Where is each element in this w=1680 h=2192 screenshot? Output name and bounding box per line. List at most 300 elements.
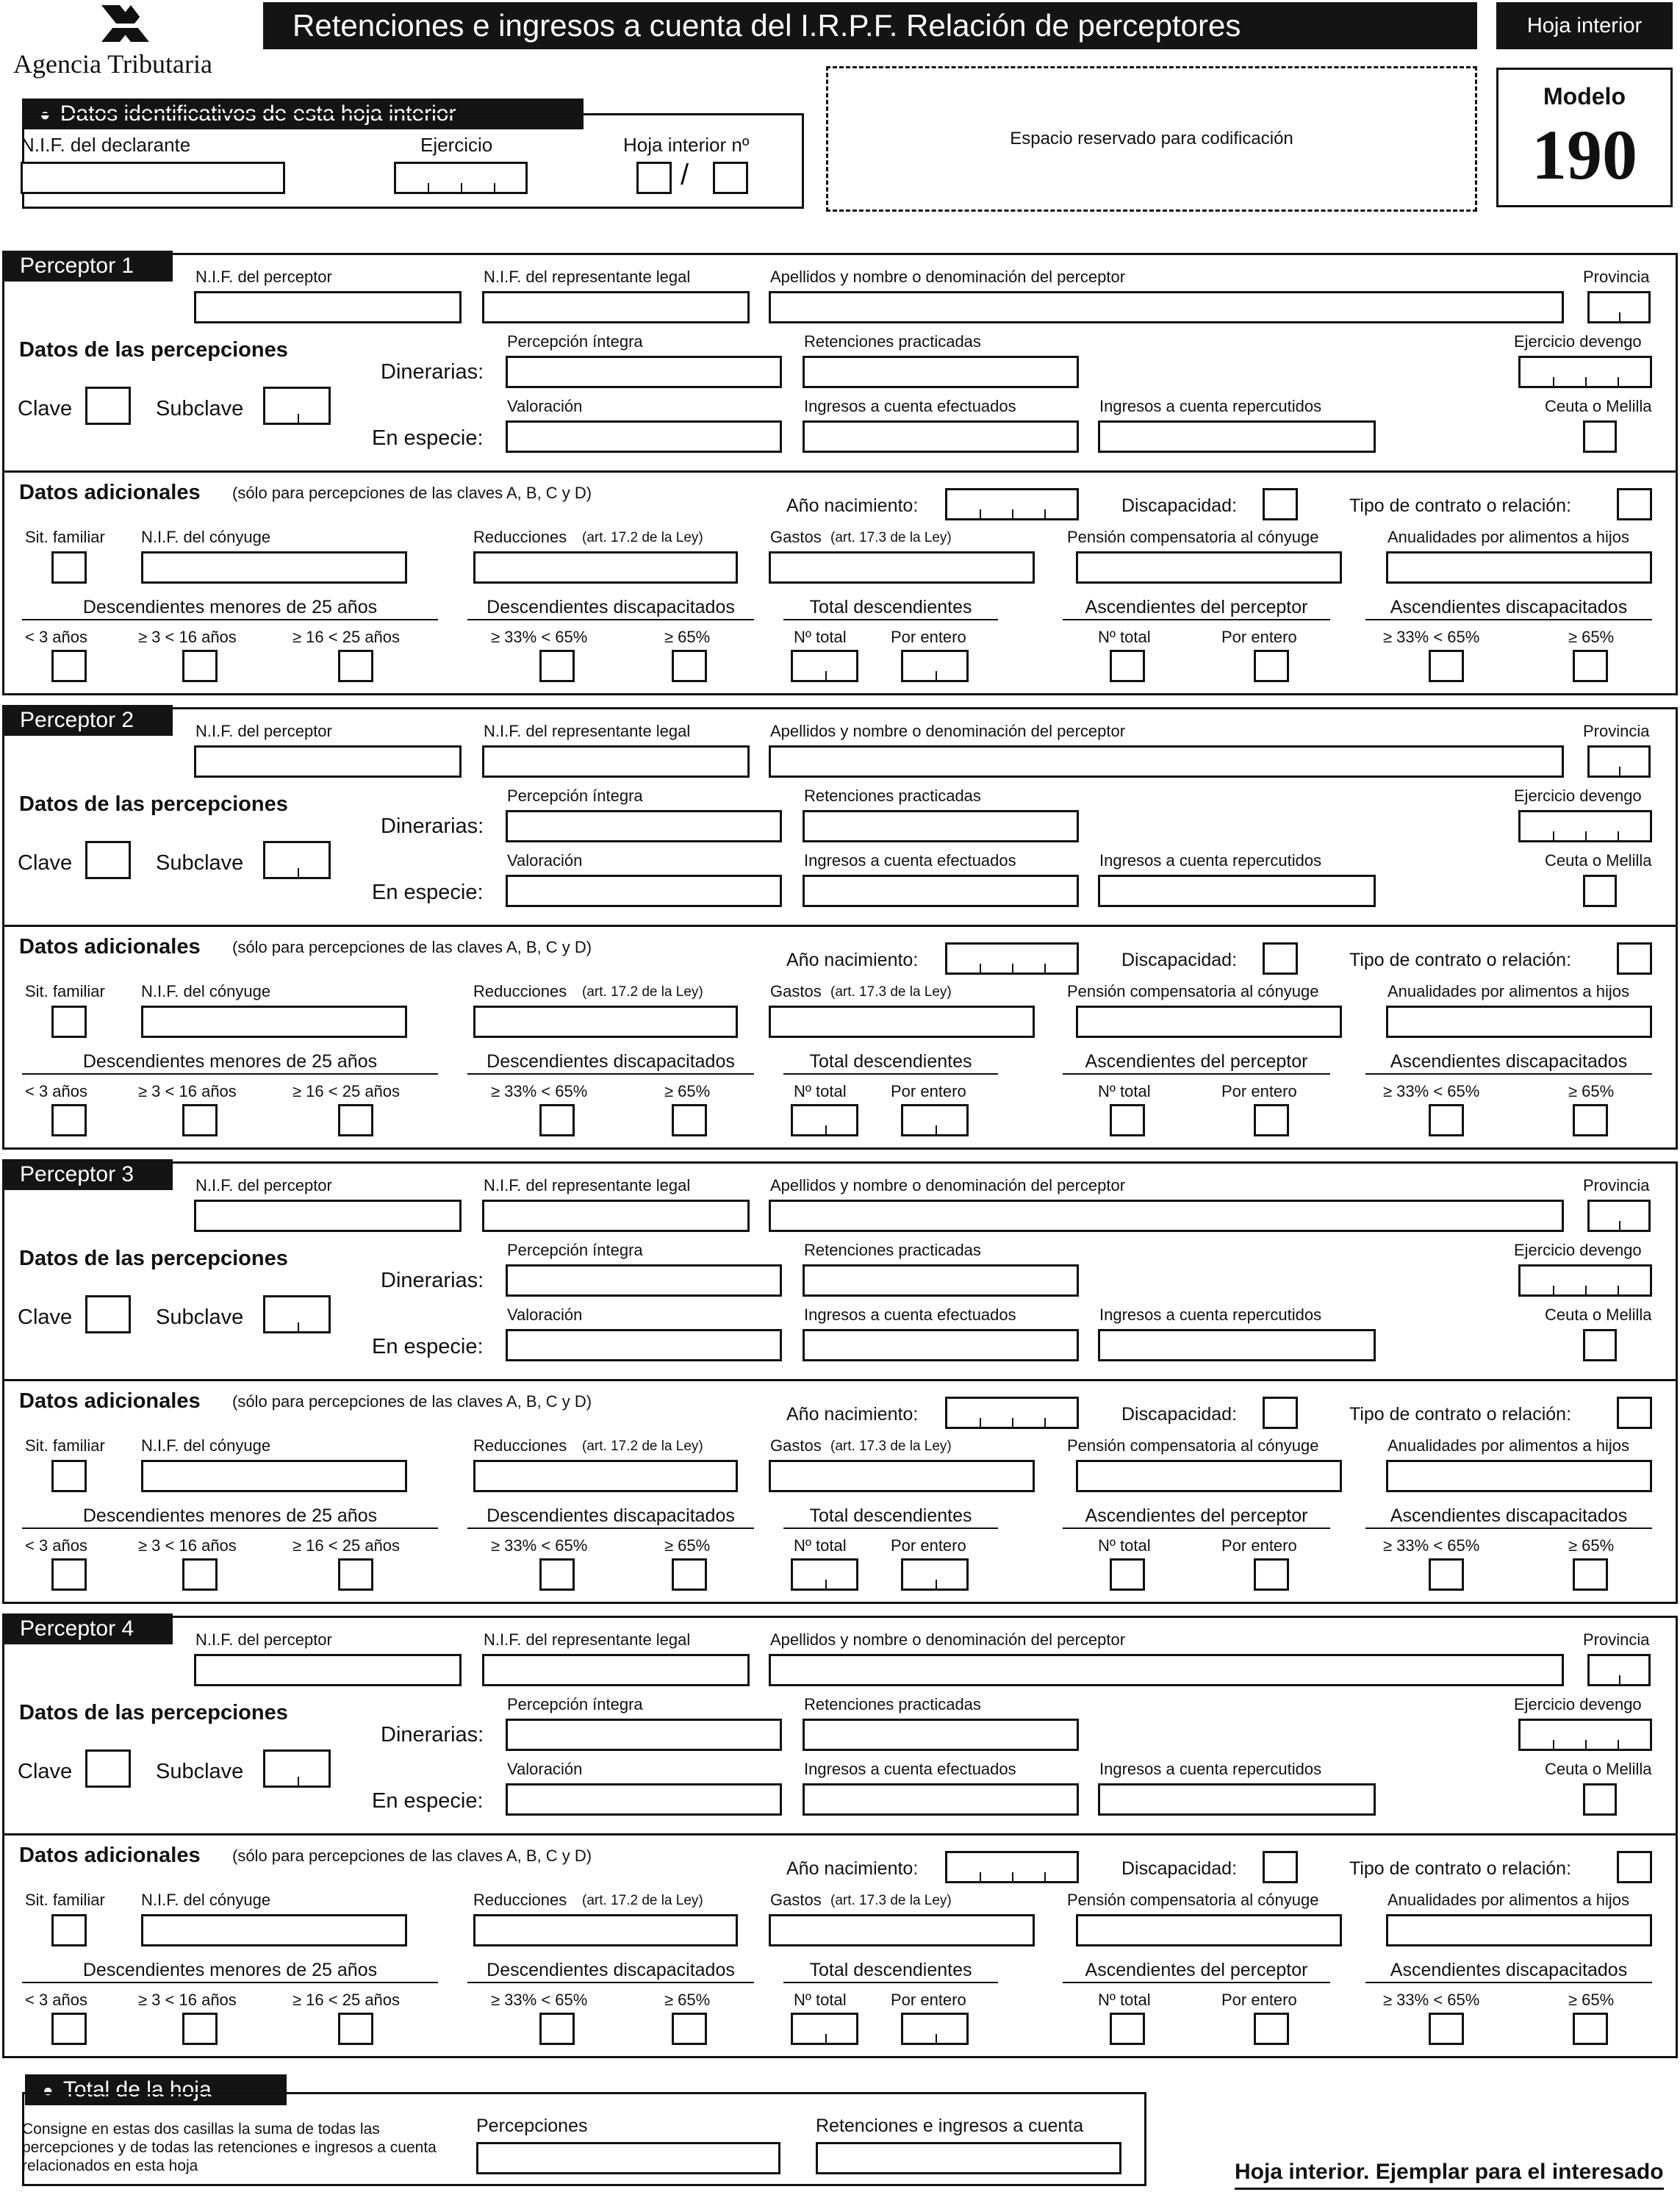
gastos-note: (art. 17.3 de la Ley) bbox=[830, 530, 952, 545]
perceptor-divider-2 bbox=[2, 925, 1678, 927]
ejercicio-devengo-input[interactable] bbox=[1518, 810, 1652, 842]
asc-ge33lt65-input[interactable] bbox=[1429, 1558, 1464, 1591]
datos-adicionales-note: (sólo para percepciones de las claves A, B, C y D) bbox=[232, 484, 592, 502]
perceptor-divider-3 bbox=[2, 1379, 1678, 1381]
asc-perceptor-heading: Ascendientes del perceptor bbox=[1063, 1053, 1330, 1075]
ge3lt16-input[interactable] bbox=[182, 2013, 218, 2045]
asc-perceptor-heading: Ascendientes del perceptor bbox=[1063, 1507, 1330, 1529]
asc-ge33lt65-label: ≥ 33% < 65% bbox=[1383, 1991, 1480, 2009]
clave-input[interactable] bbox=[85, 1749, 131, 1788]
apellidos-label: Apellidos y nombre o denominación del perceptor bbox=[770, 1630, 1126, 1649]
ceuta-melilla-checkbox[interactable] bbox=[1583, 1783, 1617, 1816]
discapacidad-input[interactable] bbox=[1263, 1851, 1298, 1883]
ingresos-repercutidos-input[interactable] bbox=[1098, 875, 1376, 907]
desc-ge33lt65-input[interactable] bbox=[539, 1104, 575, 1136]
sit-familiar-input[interactable] bbox=[51, 1914, 87, 1946]
asc-ge33lt65-input[interactable] bbox=[1429, 1104, 1464, 1136]
reserved-coding-area bbox=[826, 66, 1477, 212]
datos-adicionales-heading: Datos adicionales bbox=[19, 1389, 201, 1413]
percepcion-integra-label: Percepción íntegra bbox=[507, 332, 643, 351]
lt3-label: < 3 años bbox=[25, 628, 88, 646]
totals-instructions: Consigne en estas dos casillas la suma de todas las percepciones y de todas las retenciones e ingresos a cuenta relacionados en esta hoja bbox=[22, 2121, 437, 2174]
asc-perceptor-heading: Ascendientes del perceptor bbox=[1063, 598, 1330, 620]
percepcion-integra-input[interactable] bbox=[506, 810, 782, 842]
nif-representante-input[interactable] bbox=[482, 1654, 750, 1686]
anualidades-input[interactable] bbox=[1386, 1460, 1652, 1492]
anualidades-label: Anualidades por alimentos a hijos bbox=[1388, 1436, 1629, 1455]
discapacidad-label: Discapacidad: bbox=[1121, 1858, 1238, 1879]
model-number: 190 bbox=[1532, 115, 1637, 194]
desc-porentero-input[interactable] bbox=[901, 1558, 969, 1591]
asc-discap-heading: Ascendientes discapacitados bbox=[1365, 1961, 1652, 1983]
gastos-note: (art. 17.3 de la Ley) bbox=[830, 1439, 952, 1454]
model-label: Modelo bbox=[1543, 83, 1626, 110]
nif-conyuge-input[interactable] bbox=[141, 1006, 407, 1038]
reserved-coding-label: Espacio reservado para codificación bbox=[1010, 129, 1293, 148]
ingresos-efectuados-input[interactable] bbox=[803, 875, 1079, 907]
asc-porentero-input[interactable] bbox=[1254, 1104, 1289, 1136]
asc-ge33lt65-input[interactable] bbox=[1429, 650, 1464, 682]
provincia-label: Provincia bbox=[1583, 1176, 1650, 1195]
reducciones-input[interactable] bbox=[473, 551, 738, 584]
provincia-input[interactable] bbox=[1587, 1654, 1651, 1686]
datos-adicionales-heading: Datos adicionales bbox=[19, 935, 201, 959]
desc-discap-heading: Descendientes discapacitados bbox=[467, 1053, 754, 1075]
ceuta-melilla-label: Ceuta o Melilla bbox=[1545, 851, 1652, 870]
nif-perceptor-input[interactable] bbox=[194, 1200, 462, 1232]
desc-ge33lt65-input[interactable] bbox=[539, 2013, 575, 2045]
nif-perceptor-label: N.I.F. del perceptor bbox=[195, 1630, 332, 1649]
subclave-input[interactable] bbox=[263, 1295, 331, 1333]
asc-porentero-label: Por entero bbox=[1221, 1082, 1297, 1100]
ano-nacimiento-input[interactable] bbox=[945, 488, 1079, 520]
ano-nacimiento-label: Año nacimiento: bbox=[786, 950, 919, 970]
ingresos-repercutidos-input[interactable] bbox=[1098, 1329, 1376, 1361]
asc-porentero-input[interactable] bbox=[1254, 1558, 1289, 1591]
nif-conyuge-input[interactable] bbox=[141, 1460, 407, 1492]
asc-ge65-label: ≥ 65% bbox=[1568, 1536, 1615, 1555]
hoja-separator: / bbox=[681, 159, 689, 191]
desc-porentero-input[interactable] bbox=[901, 2013, 969, 2045]
desc-ge65-input[interactable] bbox=[672, 1104, 707, 1136]
ge3lt16-input[interactable] bbox=[182, 650, 218, 682]
nif-perceptor-label: N.I.F. del perceptor bbox=[195, 268, 332, 286]
asc-discap-heading: Ascendientes discapacitados bbox=[1365, 1053, 1652, 1075]
nif-conyuge-label: N.I.F. del cónyuge bbox=[141, 528, 271, 546]
ingresos-efectuados-label: Ingresos a cuenta efectuados bbox=[804, 1760, 1016, 1778]
subclave-label: Subclave bbox=[156, 851, 244, 875]
pension-input[interactable] bbox=[1076, 1006, 1342, 1038]
ejercicio-input[interactable] bbox=[394, 162, 528, 194]
desc-porentero-label: Por entero bbox=[891, 1082, 966, 1100]
tipo-contrato-label: Tipo de contrato o relación: bbox=[1349, 950, 1572, 970]
asc-porentero-input[interactable] bbox=[1254, 650, 1289, 682]
provincia-input[interactable] bbox=[1587, 1200, 1651, 1232]
clave-input[interactable] bbox=[85, 387, 131, 425]
ingresos-efectuados-input[interactable] bbox=[803, 1783, 1079, 1816]
desc-ntotal-label: Nº total bbox=[794, 628, 847, 646]
ingresos-efectuados-label: Ingresos a cuenta efectuados bbox=[804, 1305, 1016, 1324]
asc-perceptor-heading: Ascendientes del perceptor bbox=[1063, 1961, 1330, 1983]
desc-porentero-input[interactable] bbox=[901, 650, 969, 682]
percepcion-integra-label: Percepción íntegra bbox=[507, 787, 643, 805]
reducciones-label: Reducciones bbox=[473, 982, 567, 1000]
en-especie-label: En especie: bbox=[372, 881, 484, 904]
retenciones-input[interactable] bbox=[803, 810, 1079, 842]
ejercicio-devengo-label: Ejercicio devengo bbox=[1514, 332, 1642, 351]
discapacidad-label: Discapacidad: bbox=[1121, 495, 1238, 516]
subclave-label: Subclave bbox=[156, 1760, 244, 1783]
apellidos-label: Apellidos y nombre o denominación del perceptor bbox=[770, 1176, 1126, 1195]
asc-porentero-input[interactable] bbox=[1254, 2013, 1289, 2045]
desc-menores-heading: Descendientes menores de 25 años bbox=[22, 1507, 438, 1529]
gastos-input[interactable] bbox=[769, 1460, 1035, 1492]
discapacidad-input[interactable] bbox=[1263, 942, 1298, 975]
ge3lt16-label: ≥ 3 < 16 años bbox=[138, 1082, 237, 1100]
asc-ge65-label: ≥ 65% bbox=[1568, 1991, 1615, 2009]
apellidos-input[interactable] bbox=[769, 745, 1564, 778]
desc-ntotal-input[interactable] bbox=[791, 2013, 858, 2045]
asc-ntotal-input[interactable] bbox=[1110, 1104, 1145, 1136]
percepcion-integra-input[interactable] bbox=[506, 356, 782, 388]
desc-ge33lt65-label: ≥ 33% < 65% bbox=[491, 1536, 588, 1555]
sit-familiar-input[interactable] bbox=[51, 1460, 87, 1492]
desc-discap-heading: Descendientes discapacitados bbox=[467, 598, 754, 620]
percepcion-integra-input[interactable] bbox=[506, 1719, 782, 1751]
lt3-input[interactable] bbox=[51, 2013, 87, 2045]
tipo-contrato-label: Tipo de contrato o relación: bbox=[1349, 1404, 1572, 1425]
desc-porentero-input[interactable] bbox=[901, 1104, 969, 1136]
lt3-input[interactable] bbox=[51, 650, 87, 682]
ejercicio-devengo-input[interactable] bbox=[1518, 1264, 1652, 1297]
agency-logo bbox=[13, 1, 248, 81]
anualidades-label: Anualidades por alimentos a hijos bbox=[1388, 982, 1629, 1000]
asc-discap-heading: Ascendientes discapacitados bbox=[1365, 598, 1652, 620]
tipo-contrato-label: Tipo de contrato o relación: bbox=[1349, 495, 1572, 516]
retenciones-input[interactable] bbox=[803, 1719, 1079, 1751]
clave-label: Clave bbox=[18, 851, 73, 875]
ingresos-efectuados-label: Ingresos a cuenta efectuados bbox=[804, 851, 1016, 870]
agency-emblem-icon bbox=[87, 1, 175, 46]
ingresos-repercutidos-label: Ingresos a cuenta repercutidos bbox=[1099, 851, 1322, 870]
clave-input[interactable] bbox=[85, 841, 131, 879]
totals-title: Total de la hoja bbox=[62, 2077, 212, 2102]
datos-adicionales-note: (sólo para percepciones de las claves A, B, C y D) bbox=[232, 938, 592, 956]
gastos-input[interactable] bbox=[769, 1914, 1035, 1946]
perceptor-tab-1: Perceptor 1 bbox=[2, 251, 173, 282]
ge3lt16-label: ≥ 3 < 16 años bbox=[138, 628, 237, 646]
retenciones-label: Retenciones practicadas bbox=[804, 1695, 981, 1713]
sit-familiar-input[interactable] bbox=[51, 551, 87, 584]
pension-label: Pensión compensatoria al cónyuge bbox=[1067, 1891, 1319, 1909]
totals-retenciones-input[interactable] bbox=[816, 2142, 1121, 2174]
discapacidad-input[interactable] bbox=[1263, 488, 1298, 520]
ejercicio-devengo-label: Ejercicio devengo bbox=[1514, 787, 1642, 805]
ingresos-efectuados-input[interactable] bbox=[803, 1329, 1079, 1361]
desc-ge65-label: ≥ 65% bbox=[664, 628, 711, 646]
ge3lt16-label: ≥ 3 < 16 años bbox=[138, 1991, 237, 2009]
ingresos-repercutidos-label: Ingresos a cuenta repercutidos bbox=[1099, 1305, 1322, 1324]
asc-ntotal-input[interactable] bbox=[1110, 650, 1145, 682]
percepcion-integra-input[interactable] bbox=[506, 1264, 782, 1297]
totals-percepciones-label: Percepciones bbox=[476, 2116, 588, 2136]
ge16lt25-input[interactable] bbox=[338, 1104, 373, 1136]
subclave-label: Subclave bbox=[156, 1305, 244, 1329]
gastos-input[interactable] bbox=[769, 551, 1035, 584]
hoja-interior-label: Hoja interior nº bbox=[623, 134, 750, 156]
desc-ge33lt65-label: ≥ 33% < 65% bbox=[491, 1991, 588, 2009]
nif-conyuge-label: N.I.F. del cónyuge bbox=[141, 1891, 271, 1909]
ano-nacimiento-input[interactable] bbox=[945, 1851, 1079, 1883]
asc-discap-heading: Ascendientes discapacitados bbox=[1365, 1507, 1652, 1529]
ceuta-melilla-label: Ceuta o Melilla bbox=[1545, 1760, 1652, 1778]
hoja-numero-input[interactable] bbox=[636, 162, 672, 194]
perceptor-divider-4 bbox=[2, 1833, 1678, 1835]
ge16lt25-label: ≥ 16 < 25 años bbox=[292, 1082, 401, 1100]
ceuta-melilla-checkbox[interactable] bbox=[1583, 1329, 1617, 1361]
tipo-contrato-input[interactable] bbox=[1617, 942, 1652, 975]
asc-ntotal-label: Nº total bbox=[1098, 1082, 1151, 1100]
asc-ntotal-input[interactable] bbox=[1110, 1558, 1145, 1591]
ingresos-repercutidos-input[interactable] bbox=[1098, 1783, 1376, 1816]
en-especie-label: En especie: bbox=[372, 1789, 484, 1813]
discapacidad-input[interactable] bbox=[1263, 1397, 1298, 1429]
apellidos-label: Apellidos y nombre o denominación del perceptor bbox=[770, 268, 1126, 286]
anualidades-input[interactable] bbox=[1386, 551, 1652, 584]
ge16lt25-input[interactable] bbox=[338, 650, 373, 682]
valoracion-label: Valoración bbox=[507, 1305, 583, 1324]
nif-perceptor-input[interactable] bbox=[194, 1654, 462, 1686]
pension-input[interactable] bbox=[1076, 1914, 1342, 1946]
asc-ntotal-label: Nº total bbox=[1098, 1991, 1151, 2009]
dinerarias-label: Dinerarias: bbox=[381, 360, 484, 384]
perceptor-tab-3: Perceptor 3 bbox=[2, 1159, 173, 1190]
valoracion-label: Valoración bbox=[507, 397, 583, 415]
ingresos-efectuados-label: Ingresos a cuenta efectuados bbox=[804, 397, 1016, 415]
lt3-input[interactable] bbox=[51, 1104, 87, 1136]
asc-ge65-input[interactable] bbox=[1573, 1558, 1608, 1591]
lt3-label: < 3 años bbox=[25, 1536, 88, 1555]
tipo-contrato-input[interactable] bbox=[1617, 488, 1652, 520]
form-title: Retenciones e ingresos a cuenta del I.R.P.F. Relación de perceptores bbox=[263, 2, 1477, 49]
datos-percepciones-heading: Datos de las percepciones bbox=[19, 1247, 288, 1270]
nif-perceptor-label: N.I.F. del perceptor bbox=[195, 1176, 332, 1195]
gastos-label: Gastos bbox=[770, 1891, 822, 1909]
apellidos-input[interactable] bbox=[769, 1200, 1564, 1232]
datos-percepciones-heading: Datos de las percepciones bbox=[19, 792, 288, 816]
desc-discap-heading: Descendientes discapacitados bbox=[467, 1507, 754, 1529]
ge3lt16-label: ≥ 3 < 16 años bbox=[138, 1536, 237, 1555]
desc-ge65-input[interactable] bbox=[672, 650, 707, 682]
retenciones-input[interactable] bbox=[803, 356, 1079, 388]
gastos-label: Gastos bbox=[770, 982, 822, 1000]
datos-adicionales-note: (sólo para percepciones de las claves A, B, C y D) bbox=[232, 1392, 592, 1411]
reducciones-note: (art. 17.2 de la Ley) bbox=[582, 1439, 703, 1454]
datos-adicionales-heading: Datos adicionales bbox=[19, 481, 201, 504]
desc-menores-heading: Descendientes menores de 25 años bbox=[22, 1053, 438, 1075]
gastos-note: (art. 17.3 de la Ley) bbox=[830, 1893, 952, 1908]
nif-representante-input[interactable] bbox=[482, 291, 750, 323]
retenciones-input[interactable] bbox=[803, 1264, 1079, 1297]
asc-ge33lt65-label: ≥ 33% < 65% bbox=[1383, 628, 1480, 646]
asc-ge65-label: ≥ 65% bbox=[1568, 628, 1615, 646]
ge16lt25-label: ≥ 16 < 25 años bbox=[292, 1991, 401, 2009]
retenciones-label: Retenciones practicadas bbox=[804, 332, 981, 351]
ingresos-repercutidos-input[interactable] bbox=[1098, 420, 1376, 453]
discapacidad-label: Discapacidad: bbox=[1121, 950, 1238, 970]
ano-nacimiento-label: Año nacimiento: bbox=[786, 1404, 919, 1425]
subclave-input[interactable] bbox=[263, 1749, 331, 1788]
valoracion-input[interactable] bbox=[506, 875, 782, 907]
provincia-label: Provincia bbox=[1583, 722, 1650, 740]
gastos-input[interactable] bbox=[769, 1006, 1035, 1038]
nif-conyuge-input[interactable] bbox=[141, 551, 407, 584]
asc-ge65-input[interactable] bbox=[1573, 2013, 1608, 2045]
asc-ge65-input[interactable] bbox=[1573, 650, 1608, 682]
tipo-contrato-input[interactable] bbox=[1617, 1397, 1652, 1429]
agency-name: Agencia Tributaria bbox=[13, 49, 212, 79]
nif-representante-input[interactable] bbox=[482, 745, 750, 778]
asc-porentero-label: Por entero bbox=[1221, 1991, 1297, 2009]
footer-copy-label: Hoja interior. Ejemplar para el interesado bbox=[1235, 2161, 1664, 2190]
lt3-label: < 3 años bbox=[25, 1082, 88, 1100]
pension-input[interactable] bbox=[1076, 1460, 1342, 1492]
ge16lt25-input[interactable] bbox=[338, 2013, 373, 2045]
ge3lt16-input[interactable] bbox=[182, 1104, 218, 1136]
valoracion-label: Valoración bbox=[507, 851, 583, 870]
asc-ntotal-input[interactable] bbox=[1110, 2013, 1145, 2045]
reducciones-label: Reducciones bbox=[473, 528, 567, 546]
desc-porentero-label: Por entero bbox=[891, 1991, 966, 2009]
valoracion-label: Valoración bbox=[507, 1760, 583, 1778]
desc-menores-heading: Descendientes menores de 25 años bbox=[22, 598, 438, 620]
desc-porentero-label: Por entero bbox=[891, 628, 966, 646]
ingresos-repercutidos-label: Ingresos a cuenta repercutidos bbox=[1099, 1760, 1322, 1778]
desc-ge65-label: ≥ 65% bbox=[664, 1082, 711, 1100]
nif-conyuge-input[interactable] bbox=[141, 1914, 407, 1946]
valoracion-input[interactable] bbox=[506, 1783, 782, 1816]
pension-input[interactable] bbox=[1076, 551, 1342, 584]
ingresos-repercutidos-label: Ingresos a cuenta repercutidos bbox=[1099, 397, 1322, 415]
clave-input[interactable] bbox=[85, 1295, 131, 1333]
asc-ge65-input[interactable] bbox=[1573, 1104, 1608, 1136]
ano-nacimiento-input[interactable] bbox=[945, 942, 1079, 975]
gastos-label: Gastos bbox=[770, 1436, 822, 1455]
desc-ge33lt65-input[interactable] bbox=[539, 650, 575, 682]
clave-label: Clave bbox=[18, 1305, 73, 1329]
desc-ge65-input[interactable] bbox=[672, 1558, 707, 1591]
pension-label: Pensión compensatoria al cónyuge bbox=[1067, 1436, 1319, 1455]
nif-representante-label: N.I.F. del representante legal bbox=[484, 268, 691, 286]
total-desc-heading: Total descendientes bbox=[783, 598, 998, 620]
valoracion-input[interactable] bbox=[506, 420, 782, 453]
en-especie-label: En especie: bbox=[372, 1335, 484, 1358]
reducciones-input[interactable] bbox=[473, 1006, 738, 1038]
apellidos-input[interactable] bbox=[769, 1654, 1564, 1686]
ceuta-melilla-checkbox[interactable] bbox=[1583, 875, 1617, 907]
ge16lt25-input[interactable] bbox=[338, 1558, 373, 1591]
lt3-input[interactable] bbox=[51, 1558, 87, 1591]
apellidos-input[interactable] bbox=[769, 291, 1564, 323]
anualidades-input[interactable] bbox=[1386, 1006, 1652, 1038]
perceptor-tab-4: Perceptor 4 bbox=[2, 1613, 173, 1644]
ano-nacimiento-label: Año nacimiento: bbox=[786, 1858, 919, 1879]
ano-nacimiento-input[interactable] bbox=[945, 1397, 1079, 1429]
datos-adicionales-heading: Datos adicionales bbox=[19, 1844, 201, 1867]
asc-ge33lt65-input[interactable] bbox=[1429, 2013, 1464, 2045]
subclave-input[interactable] bbox=[263, 841, 331, 879]
tipo-contrato-input[interactable] bbox=[1617, 1851, 1652, 1883]
ceuta-melilla-checkbox[interactable] bbox=[1583, 420, 1617, 453]
ingresos-efectuados-input[interactable] bbox=[803, 420, 1079, 453]
perceptor-divider-1 bbox=[2, 470, 1678, 473]
desc-ntotal-label: Nº total bbox=[794, 1991, 847, 2009]
ejercicio-devengo-input[interactable] bbox=[1518, 356, 1652, 388]
ge16lt25-label: ≥ 16 < 25 años bbox=[292, 628, 401, 646]
reducciones-input[interactable] bbox=[473, 1914, 738, 1946]
provincia-input[interactable] bbox=[1587, 745, 1651, 778]
nif-representante-input[interactable] bbox=[482, 1200, 750, 1232]
gastos-label: Gastos bbox=[770, 528, 822, 546]
desc-ge65-label: ≥ 65% bbox=[664, 1536, 711, 1555]
desc-ge33lt65-label: ≥ 33% < 65% bbox=[491, 628, 588, 646]
perceptor-tab-2: Perceptor 2 bbox=[2, 705, 173, 736]
desc-ge33lt65-input[interactable] bbox=[539, 1558, 575, 1591]
asc-porentero-label: Por entero bbox=[1221, 1536, 1297, 1555]
identification-tab: ● Datos identificativos de esta hoja interior bbox=[22, 99, 584, 129]
nif-declarante-input[interactable] bbox=[21, 162, 285, 194]
ejercicio-label: Ejercicio bbox=[420, 134, 493, 156]
anualidades-input[interactable] bbox=[1386, 1914, 1652, 1946]
desc-ntotal-input[interactable] bbox=[791, 1558, 858, 1591]
ano-nacimiento-label: Año nacimiento: bbox=[786, 495, 919, 516]
asc-ntotal-label: Nº total bbox=[1098, 628, 1151, 646]
ge16lt25-label: ≥ 16 < 25 años bbox=[292, 1536, 401, 1555]
percepcion-integra-label: Percepción íntegra bbox=[507, 1241, 643, 1259]
reducciones-label: Reducciones bbox=[473, 1436, 567, 1455]
nif-conyuge-label: N.I.F. del cónyuge bbox=[141, 982, 271, 1000]
subclave-input[interactable] bbox=[263, 387, 331, 425]
reducciones-note: (art. 17.2 de la Ley) bbox=[582, 1893, 703, 1908]
ejercicio-devengo-input[interactable] bbox=[1518, 1719, 1652, 1751]
hoja-total-input[interactable] bbox=[713, 162, 748, 194]
sit-familiar-input[interactable] bbox=[51, 1006, 87, 1038]
nif-perceptor-input[interactable] bbox=[194, 745, 462, 778]
desc-ntotal-input[interactable] bbox=[791, 650, 858, 682]
sit-familiar-label: Sit. familiar bbox=[25, 1436, 105, 1455]
reducciones-input[interactable] bbox=[473, 1460, 738, 1492]
provincia-input[interactable] bbox=[1587, 291, 1651, 323]
desc-ntotal-label: Nº total bbox=[794, 1536, 847, 1555]
desc-ntotal-input[interactable] bbox=[791, 1104, 858, 1136]
valoracion-input[interactable] bbox=[506, 1329, 782, 1361]
ge3lt16-input[interactable] bbox=[182, 1558, 218, 1591]
total-desc-heading: Total descendientes bbox=[783, 1507, 998, 1529]
nif-perceptor-input[interactable] bbox=[194, 291, 462, 323]
asc-porentero-label: Por entero bbox=[1221, 628, 1297, 646]
desc-menores-heading: Descendientes menores de 25 años bbox=[22, 1961, 438, 1983]
tipo-contrato-label: Tipo de contrato o relación: bbox=[1349, 1858, 1572, 1879]
totals-percepciones-input[interactable] bbox=[476, 2142, 780, 2174]
desc-ge33lt65-label: ≥ 33% < 65% bbox=[491, 1082, 588, 1100]
total-desc-heading: Total descendientes bbox=[783, 1053, 998, 1075]
desc-ge65-input[interactable] bbox=[672, 2013, 707, 2045]
clave-label: Clave bbox=[18, 1760, 73, 1783]
dinerarias-label: Dinerarias: bbox=[381, 1723, 484, 1747]
desc-discap-heading: Descendientes discapacitados bbox=[467, 1961, 754, 1983]
reducciones-note: (art. 17.2 de la Ley) bbox=[582, 984, 703, 1000]
retenciones-label: Retenciones practicadas bbox=[804, 787, 981, 805]
